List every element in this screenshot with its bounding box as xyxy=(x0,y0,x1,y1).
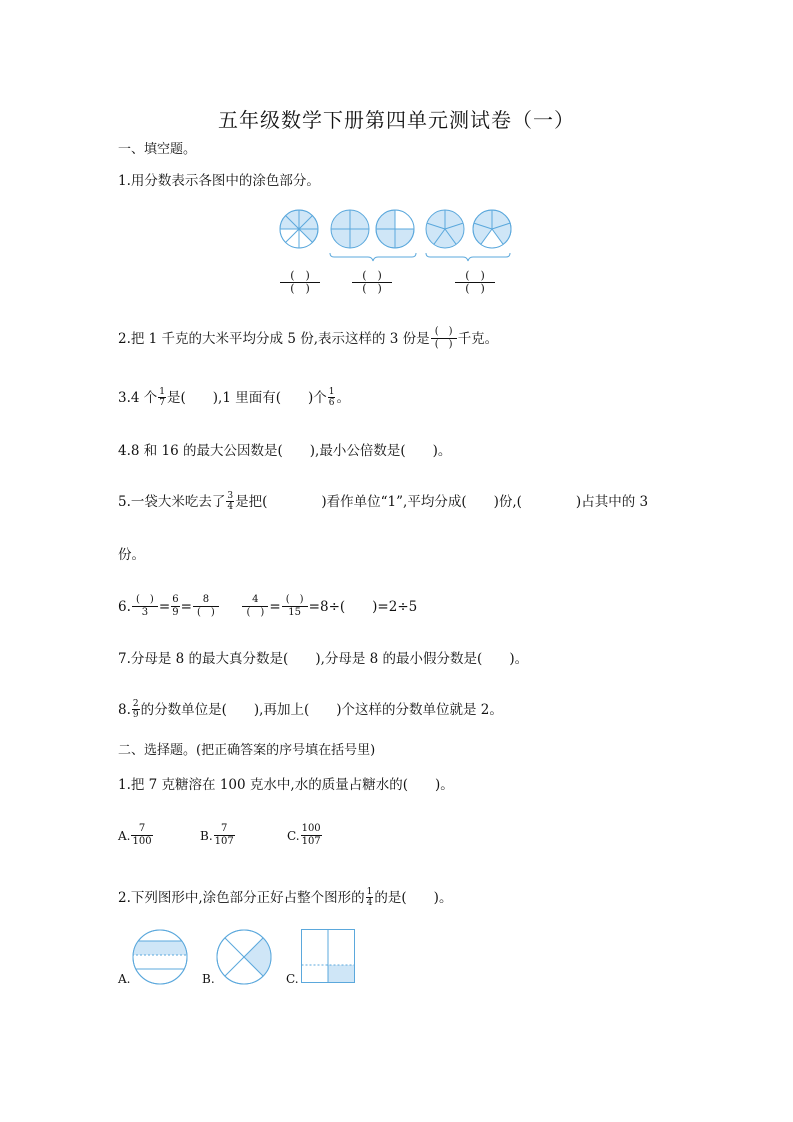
question-5: 5.一袋大米吃去了 $\frac{3}{4}$ 是把( )看作单位“1”,平均分成( )份,( )占其中的 3 xyxy=(118,491,649,512)
mc1-option-a[interactable]: A. $\frac{7}{100}$ xyxy=(118,823,152,847)
question-2: 2.把 1 千克的大米平均分成 5 份,表示这样的 3 份是 $\frac{( )}{( )}$ 千克。 xyxy=(118,326,499,350)
question-1: 1.用分数表示各图中的涂色部分。 xyxy=(118,173,320,189)
section-multiple-choice: 二、选择题。(把正确答案的序号填在括号里) xyxy=(118,743,376,758)
mc1-option-c[interactable]: C. $\frac{100}{107}$ xyxy=(287,823,321,847)
page-title: 五年级数学下册第四单元测试卷（一） xyxy=(218,108,575,132)
mc2-figure-b xyxy=(216,929,272,985)
question-8: 8. $\frac{2}{9}$ 的分数单位是( ),再加上( )个这样的分数单位就是 2。 xyxy=(118,699,503,720)
question-3: 3.4 个 $\frac{1}{7}$ 是( ),1 里面有( )个 $\frac{1}{6}$ 。 xyxy=(118,387,350,408)
question-4: 4.8 和 16 的最大公因数是( ),最小公倍数是( )。 xyxy=(118,443,452,459)
mc-question-1: 1.把 7 克糖溶在 100 克水中,水的质量占糖水的( )。 xyxy=(118,777,454,793)
question-7: 7.分母是 8 的最大真分数是( ),分母是 8 的最小假分数是( )。 xyxy=(118,651,529,667)
answer-blank-2[interactable]: ( ) ( ) xyxy=(352,270,392,295)
fraction-circles-figure xyxy=(278,205,518,265)
section-fill-blank: 一、填空题。 xyxy=(118,142,197,157)
question-6: 6. $\frac{( )}{3}$ = $\frac{6}{9}$ = $\frac{8}{( )}$ $\frac{4}{( )}$ = $\frac{( )}{15}$ =8÷( )=2÷5 xyxy=(118,594,418,618)
mc-question-2: 2.下列图形中,涂色部分正好占整个图形的 $\frac{1}{4}$ 的是( )。 xyxy=(118,887,453,908)
answer-blank-1[interactable]: ( ) ( ) xyxy=(280,270,320,295)
question-5-cont: 份。 xyxy=(118,547,145,563)
mc2-figure-a xyxy=(132,929,188,985)
mc2-option-b[interactable]: B. xyxy=(202,972,215,986)
mc2-option-c[interactable]: C. xyxy=(286,972,299,986)
mc1-option-b[interactable]: B. $\frac{7}{107}$ xyxy=(200,823,234,847)
answer-blank-3[interactable]: ( ) ( ) xyxy=(455,270,495,295)
mc2-option-a[interactable]: A. xyxy=(118,972,131,986)
q2-fraction-blank[interactable]: $\frac{( )}{( )}$ xyxy=(431,326,457,351)
mc2-figure-c xyxy=(301,929,355,983)
